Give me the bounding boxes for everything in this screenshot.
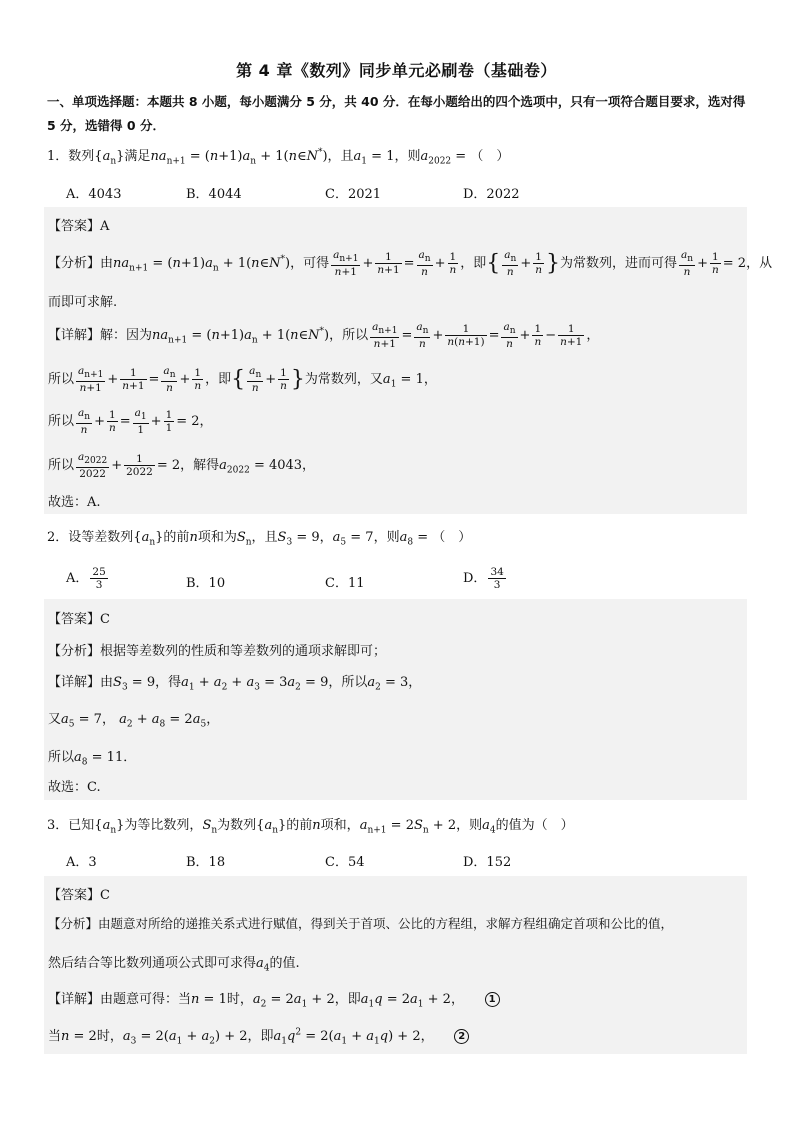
question-3-stem: 3．已知$\{a_n\}$为等比数列，$S_n$为数列$\{a_n\}$的前n项和，$a_{n+1} = 2S_n + 2$，则$a_4$的值为（ ） [47, 818, 574, 836]
option-a[interactable]: A．3 [66, 855, 97, 870]
circled-number-2: 2 [454, 1029, 469, 1044]
option-d[interactable]: D． $\frac{34}{3}$ [463, 566, 504, 591]
option-c[interactable]: C．2021 [325, 187, 382, 202]
detail-line-4: 所以 $\frac{a_{2022}}{2022}$ + $\frac{1}{2022}$ = 2，解得$a_{2022} = 4043$， [48, 451, 316, 481]
option-b[interactable]: B．10 [186, 576, 226, 591]
option-b[interactable]: B．4044 [186, 187, 242, 202]
detail-line-2: 当n = 2时，$a_3 = 2(a_1 + a_2) + 2$，即$a_1q^2 = 2(a_1 + a_1q) + 2$， 2 [48, 1025, 469, 1047]
answer-line: 【答案】C [48, 888, 110, 903]
solution-box-1 [44, 207, 773, 514]
detail-line-3: 所以$a_8 = 11$． [48, 750, 137, 768]
analysis-line: 【分析】由题意对所给的递推关系式进行赋值，得到关于首项、公比的方程组，求解方程组确定首项和公比的值， [48, 916, 674, 931]
question-2-stem: 2．设等差数列$\{a_n\}$的前n项和为$S_n$，且$S_3 = 9$，$a_5 = 7$，则$a_8$ = （ ） [47, 530, 472, 548]
solution-box-3 [44, 876, 747, 1054]
option-b[interactable]: B．18 [186, 855, 226, 870]
answer-line: 【答案】C [48, 612, 110, 627]
detail-line-1: 【详解】由$S_3 = 9$，得$a_1 + a_2 + a_3 = 3a_2 = 9$，所以$a_2 = 3$， [48, 675, 422, 693]
option-c[interactable]: C．54 [325, 855, 365, 870]
detail-line-3: 所以 $\frac{a_n}{n}$ + $\frac{1}{n}$ = $\frac{a_1}{1}$ + $\frac{1}{1}$ = 2， [48, 407, 213, 437]
page-title: 第 4 章《数列》同步单元必刷卷（基础卷） [236, 61, 557, 80]
analysis-line: 【分析】由$na_{n+1} = (n+1)a_n$ + 1(n∈N*)，可得 $\frac{a_{n+1}}{n+1}$ + $\frac{1}{n+1}$ = $\frac{a_n}{n}$ + $\frac{1}{n}$ ，即{ $\frac{a_n}{n}$ + $\frac{1}{n}$ }为常数列，进而可得 $\frac{a_n}{n}$ + $\frac{1}{n}$ = 2，从 [48, 249, 773, 279]
conclusion-line: 故选：C. [48, 780, 101, 795]
option-d[interactable]: D．152 [463, 855, 512, 870]
option-a[interactable]: A． $\frac{25}{3}$ [66, 566, 106, 591]
circled-number-1: 1 [485, 992, 500, 1007]
solution-box-2 [44, 599, 747, 800]
analysis-line: 【分析】根据等差数列的性质和等差数列的通项求解即可； [48, 644, 387, 659]
option-c[interactable]: C．11 [325, 576, 365, 591]
question-2-options [66, 562, 746, 592]
detail-line-2: 所以 $\frac{a_{n+1}}{n+1}$ + $\frac{1}{n+1}$ = $\frac{a_n}{n}$ + $\frac{1}{n}$ ，即{ $\frac{a_n}{n}$ + $\frac{1}{n}$ }为常数列，又$a_1 = 1$， [48, 365, 437, 395]
option-d[interactable]: D．2022 [463, 187, 520, 202]
conclusion-line: 故选：A. [48, 495, 101, 510]
detail-line-1: 【详解】解：因为$na_{n+1} = (n+1)a_n$ + 1(n∈N*)，所以 $\frac{a_{n+1}}{n+1}$ = $\frac{a_n}{n}$ + $\frac{1}{n(n+1)}$ = $\frac{a_n}{n}$ + $\frac{1}{n}$ − $\frac{1}{n+1}$ ， [48, 321, 600, 351]
detail-line-1: 【详解】由题意可得：当n = 1时，$a_2 = 2a_1 + 2$，即$a_1q = 2a_1 + 2$， 1 [48, 988, 500, 1010]
analysis-line-2: 而即可求解. [48, 295, 118, 310]
answer-line: 【答案】A [48, 219, 110, 234]
option-a[interactable]: A．4043 [66, 187, 122, 202]
detail-line-2: 又$a_5 = 7$， $a_2 + a_8 = 2a_5$， [48, 712, 220, 730]
question-1-stem: 1．数列$\{a_n\}$满足$na_{n+1} = (n+1)a_n$ + 1(n∈N*)，且$a_1 = 1$，则$a_{2022}$ = （ ） [47, 147, 510, 167]
section-instructions: 一、单项选择题：本题共 8 小题，每小题满分 5 分，共 40 分．在每小题给出的四个选项中，只有一项符合题目要求，选对得 5 分，选错得 0 分． [47, 94, 746, 133]
analysis-line-2: 然后结合等比数列通项公式即可求得$a_4$的值. [48, 956, 300, 974]
